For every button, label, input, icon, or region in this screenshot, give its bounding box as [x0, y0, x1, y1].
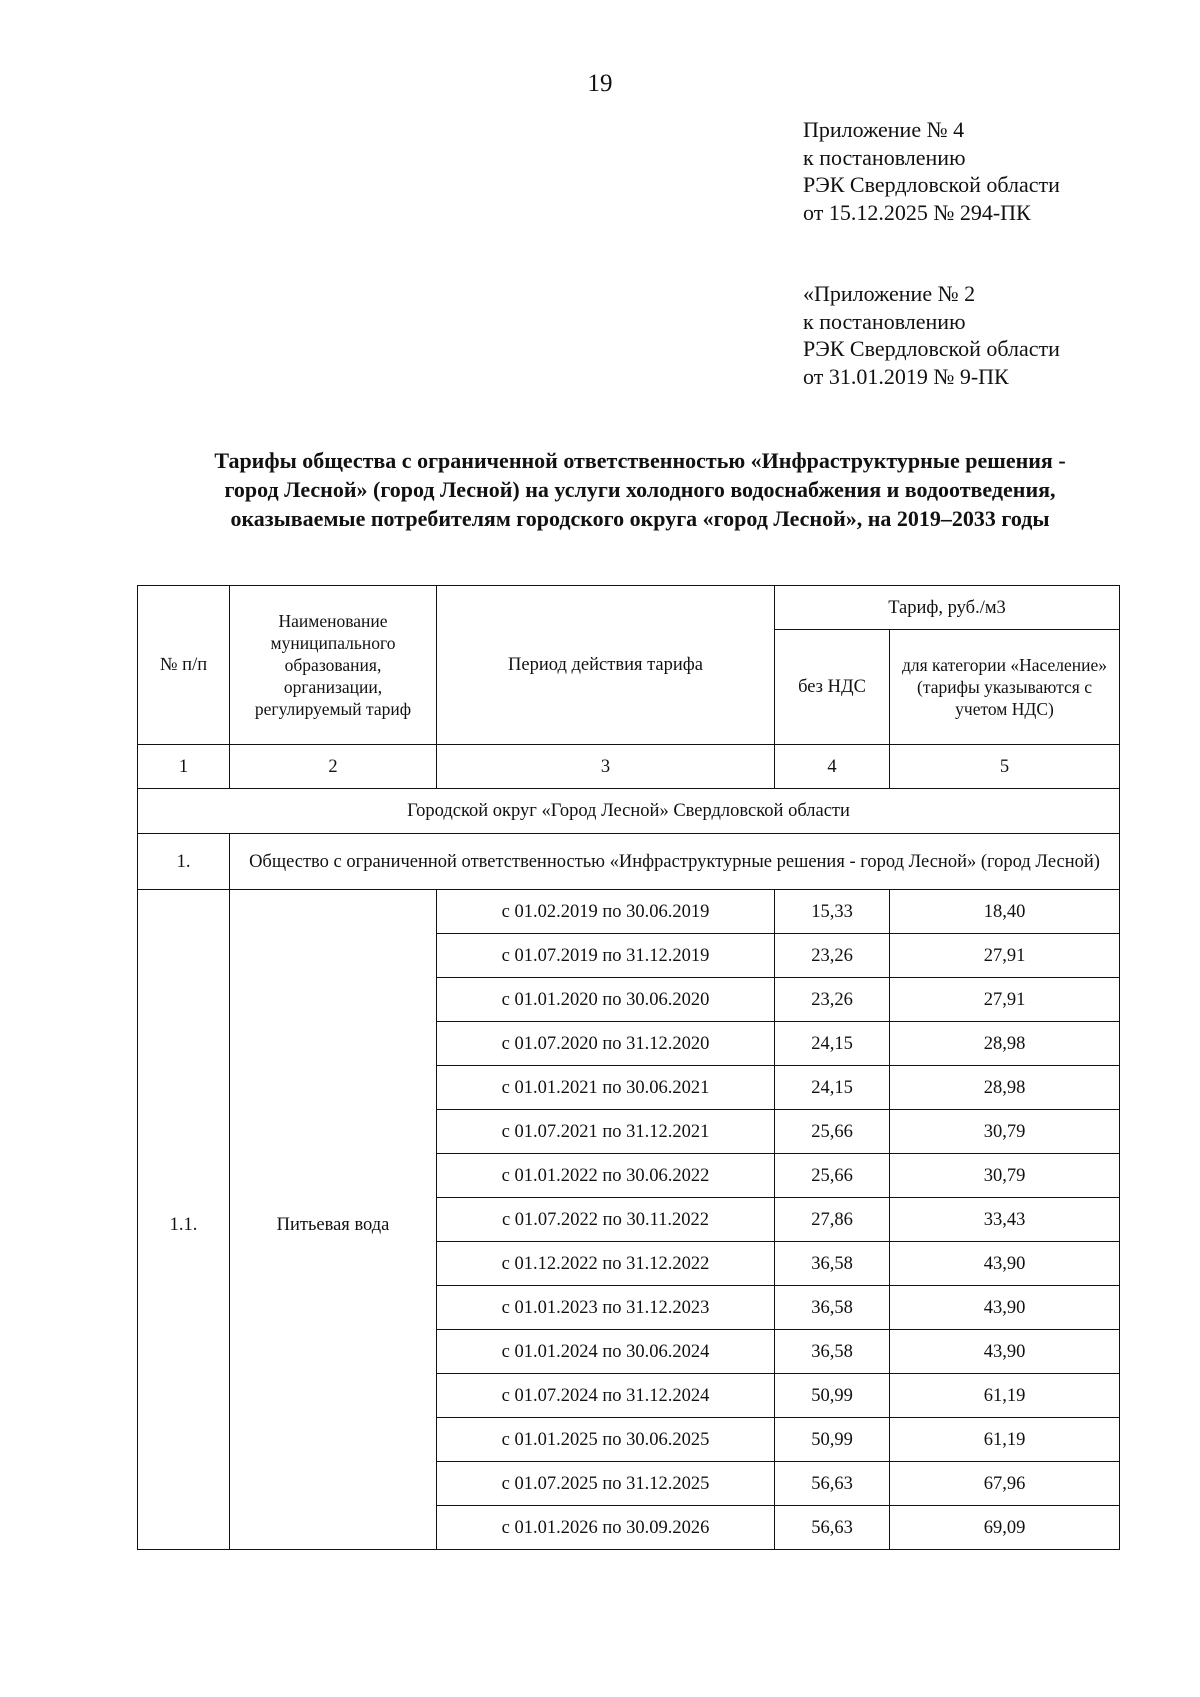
tariff-population-cell: 69,09: [890, 1506, 1120, 1550]
service-num: 1.1.: [138, 890, 230, 1550]
header-period: Период действия тарифа: [437, 586, 775, 745]
tariff-population-cell: 33,43: [890, 1198, 1120, 1242]
column-number-2: 2: [230, 745, 437, 789]
tariff-population-cell: 30,79: [890, 1154, 1120, 1198]
period-cell: с 01.07.2022 по 30.11.2022: [437, 1198, 775, 1242]
appendix-current: [803, 116, 1060, 226]
organization-row: [138, 834, 1120, 890]
period-cell: с 01.07.2019 по 31.12.2019: [437, 934, 775, 978]
tariff-no-vat-cell: 24,15: [775, 1066, 890, 1110]
period-cell: с 01.01.2024 по 30.06.2024: [437, 1330, 775, 1374]
period-cell: с 01.07.2025 по 31.12.2025: [437, 1462, 775, 1506]
tariff-population-cell: 27,91: [890, 934, 1120, 978]
tariff-no-vat-cell: 50,99: [775, 1374, 890, 1418]
column-number-4: 4: [775, 745, 890, 789]
header-tariff: Тариф, руб./м3: [775, 586, 1120, 630]
appendix-current-line4: от 15.12.2025 № 294-ПК: [803, 199, 1031, 225]
column-number-1: 1: [138, 745, 230, 789]
document-title: [150, 446, 1130, 533]
tariff-population-cell: 28,98: [890, 1022, 1120, 1066]
period-cell: с 01.07.2024 по 31.12.2024: [437, 1374, 775, 1418]
region-row: [138, 789, 1120, 834]
tariff-population-cell: 28,98: [890, 1066, 1120, 1110]
period-cell: с 01.12.2022 по 31.12.2022: [437, 1242, 775, 1286]
header-no-vat: без НДС: [775, 630, 890, 745]
period-cell: с 01.01.2022 по 30.06.2022: [437, 1154, 775, 1198]
appendix-original: [803, 280, 1060, 390]
tariff-no-vat-cell: 56,63: [775, 1506, 890, 1550]
tariff-population-cell: 67,96: [890, 1462, 1120, 1506]
tariffs-table: [137, 585, 1120, 1550]
tariff-population-cell: 43,90: [890, 1242, 1120, 1286]
period-cell: с 01.07.2020 по 31.12.2020: [437, 1022, 775, 1066]
appendix-original-line3: РЭК Свердловской области: [803, 336, 1060, 361]
title-line2: город Лесной» (город Лесной) на услуги холодного водоснабжения и водоотведения,: [224, 477, 1056, 502]
column-number-5: 5: [890, 745, 1120, 789]
tariff-population-cell: 43,90: [890, 1330, 1120, 1374]
tariff-no-vat-cell: 25,66: [775, 1110, 890, 1154]
region-name: Городской округ «Город Лесной» Свердловской области: [138, 789, 1120, 834]
tariff-no-vat-cell: 25,66: [775, 1154, 890, 1198]
organization-name: Общество с ограниченной ответственностью «Инфраструктурные решения - город Лесной» (город Лесной): [230, 834, 1120, 890]
period-cell: с 01.01.2023 по 31.12.2023: [437, 1286, 775, 1330]
period-cell: с 01.01.2021 по 30.06.2021: [437, 1066, 775, 1110]
appendix-original-line4: от 31.01.2019 № 9-ПК: [803, 363, 1009, 389]
column-numbers-row: [138, 745, 1120, 789]
column-number-3: 3: [437, 745, 775, 789]
tariff-population-cell: 61,19: [890, 1374, 1120, 1418]
appendix-current-line3: РЭК Свердловской области: [803, 172, 1060, 197]
period-cell: с 01.02.2019 по 30.06.2019: [437, 890, 775, 934]
tariff-population-cell: 27,91: [890, 978, 1120, 1022]
tariff-no-vat-cell: 36,58: [775, 1286, 890, 1330]
tariff-population-cell: 61,19: [890, 1418, 1120, 1462]
tariff-no-vat-cell: 27,86: [775, 1198, 890, 1242]
tariff-no-vat-cell: 23,26: [775, 934, 890, 978]
tariff-no-vat-cell: 36,58: [775, 1242, 890, 1286]
period-cell: с 01.01.2025 по 30.06.2025: [437, 1418, 775, 1462]
tariff-no-vat-cell: 24,15: [775, 1022, 890, 1066]
tariff-population-cell: 18,40: [890, 890, 1120, 934]
tariff-no-vat-cell: 23,26: [775, 978, 890, 1022]
tariff-population-cell: 43,90: [890, 1286, 1120, 1330]
page-number: 19: [587, 70, 613, 97]
tariff-no-vat-cell: 50,99: [775, 1418, 890, 1462]
appendix-original-line2: к постановлению: [803, 308, 966, 334]
header-num: № п/п: [138, 586, 230, 745]
appendix-current-line2: к постановлению: [803, 144, 966, 170]
tariff-no-vat-cell: 15,33: [775, 890, 890, 934]
table-row: [138, 890, 1120, 934]
appendix-original-line1: «Приложение № 2: [803, 281, 976, 306]
period-cell: с 01.01.2020 по 30.06.2020: [437, 978, 775, 1022]
title-line1: Тарифы общества с ограниченной ответственностью «Инфраструктурные решения -: [214, 448, 1066, 473]
tariff-no-vat-cell: 36,58: [775, 1330, 890, 1374]
period-cell: с 01.01.2026 по 30.09.2026: [437, 1506, 775, 1550]
header-population: для категории «Население» (тарифы указываются с учетом НДС): [890, 630, 1120, 745]
tariff-no-vat-cell: 56,63: [775, 1462, 890, 1506]
title-line3: оказываемые потребителям городского округа «город Лесной», на 2019–2033 годы: [230, 506, 1050, 531]
tariff-population-cell: 30,79: [890, 1110, 1120, 1154]
header-name: Наименование муниципального образования, организации, регулируемый тариф: [230, 586, 437, 745]
period-cell: с 01.07.2021 по 31.12.2021: [437, 1110, 775, 1154]
appendix-current-line1: Приложение № 4: [803, 117, 965, 142]
organization-num: 1.: [138, 834, 230, 890]
service-name: Питьевая вода: [230, 890, 437, 1550]
